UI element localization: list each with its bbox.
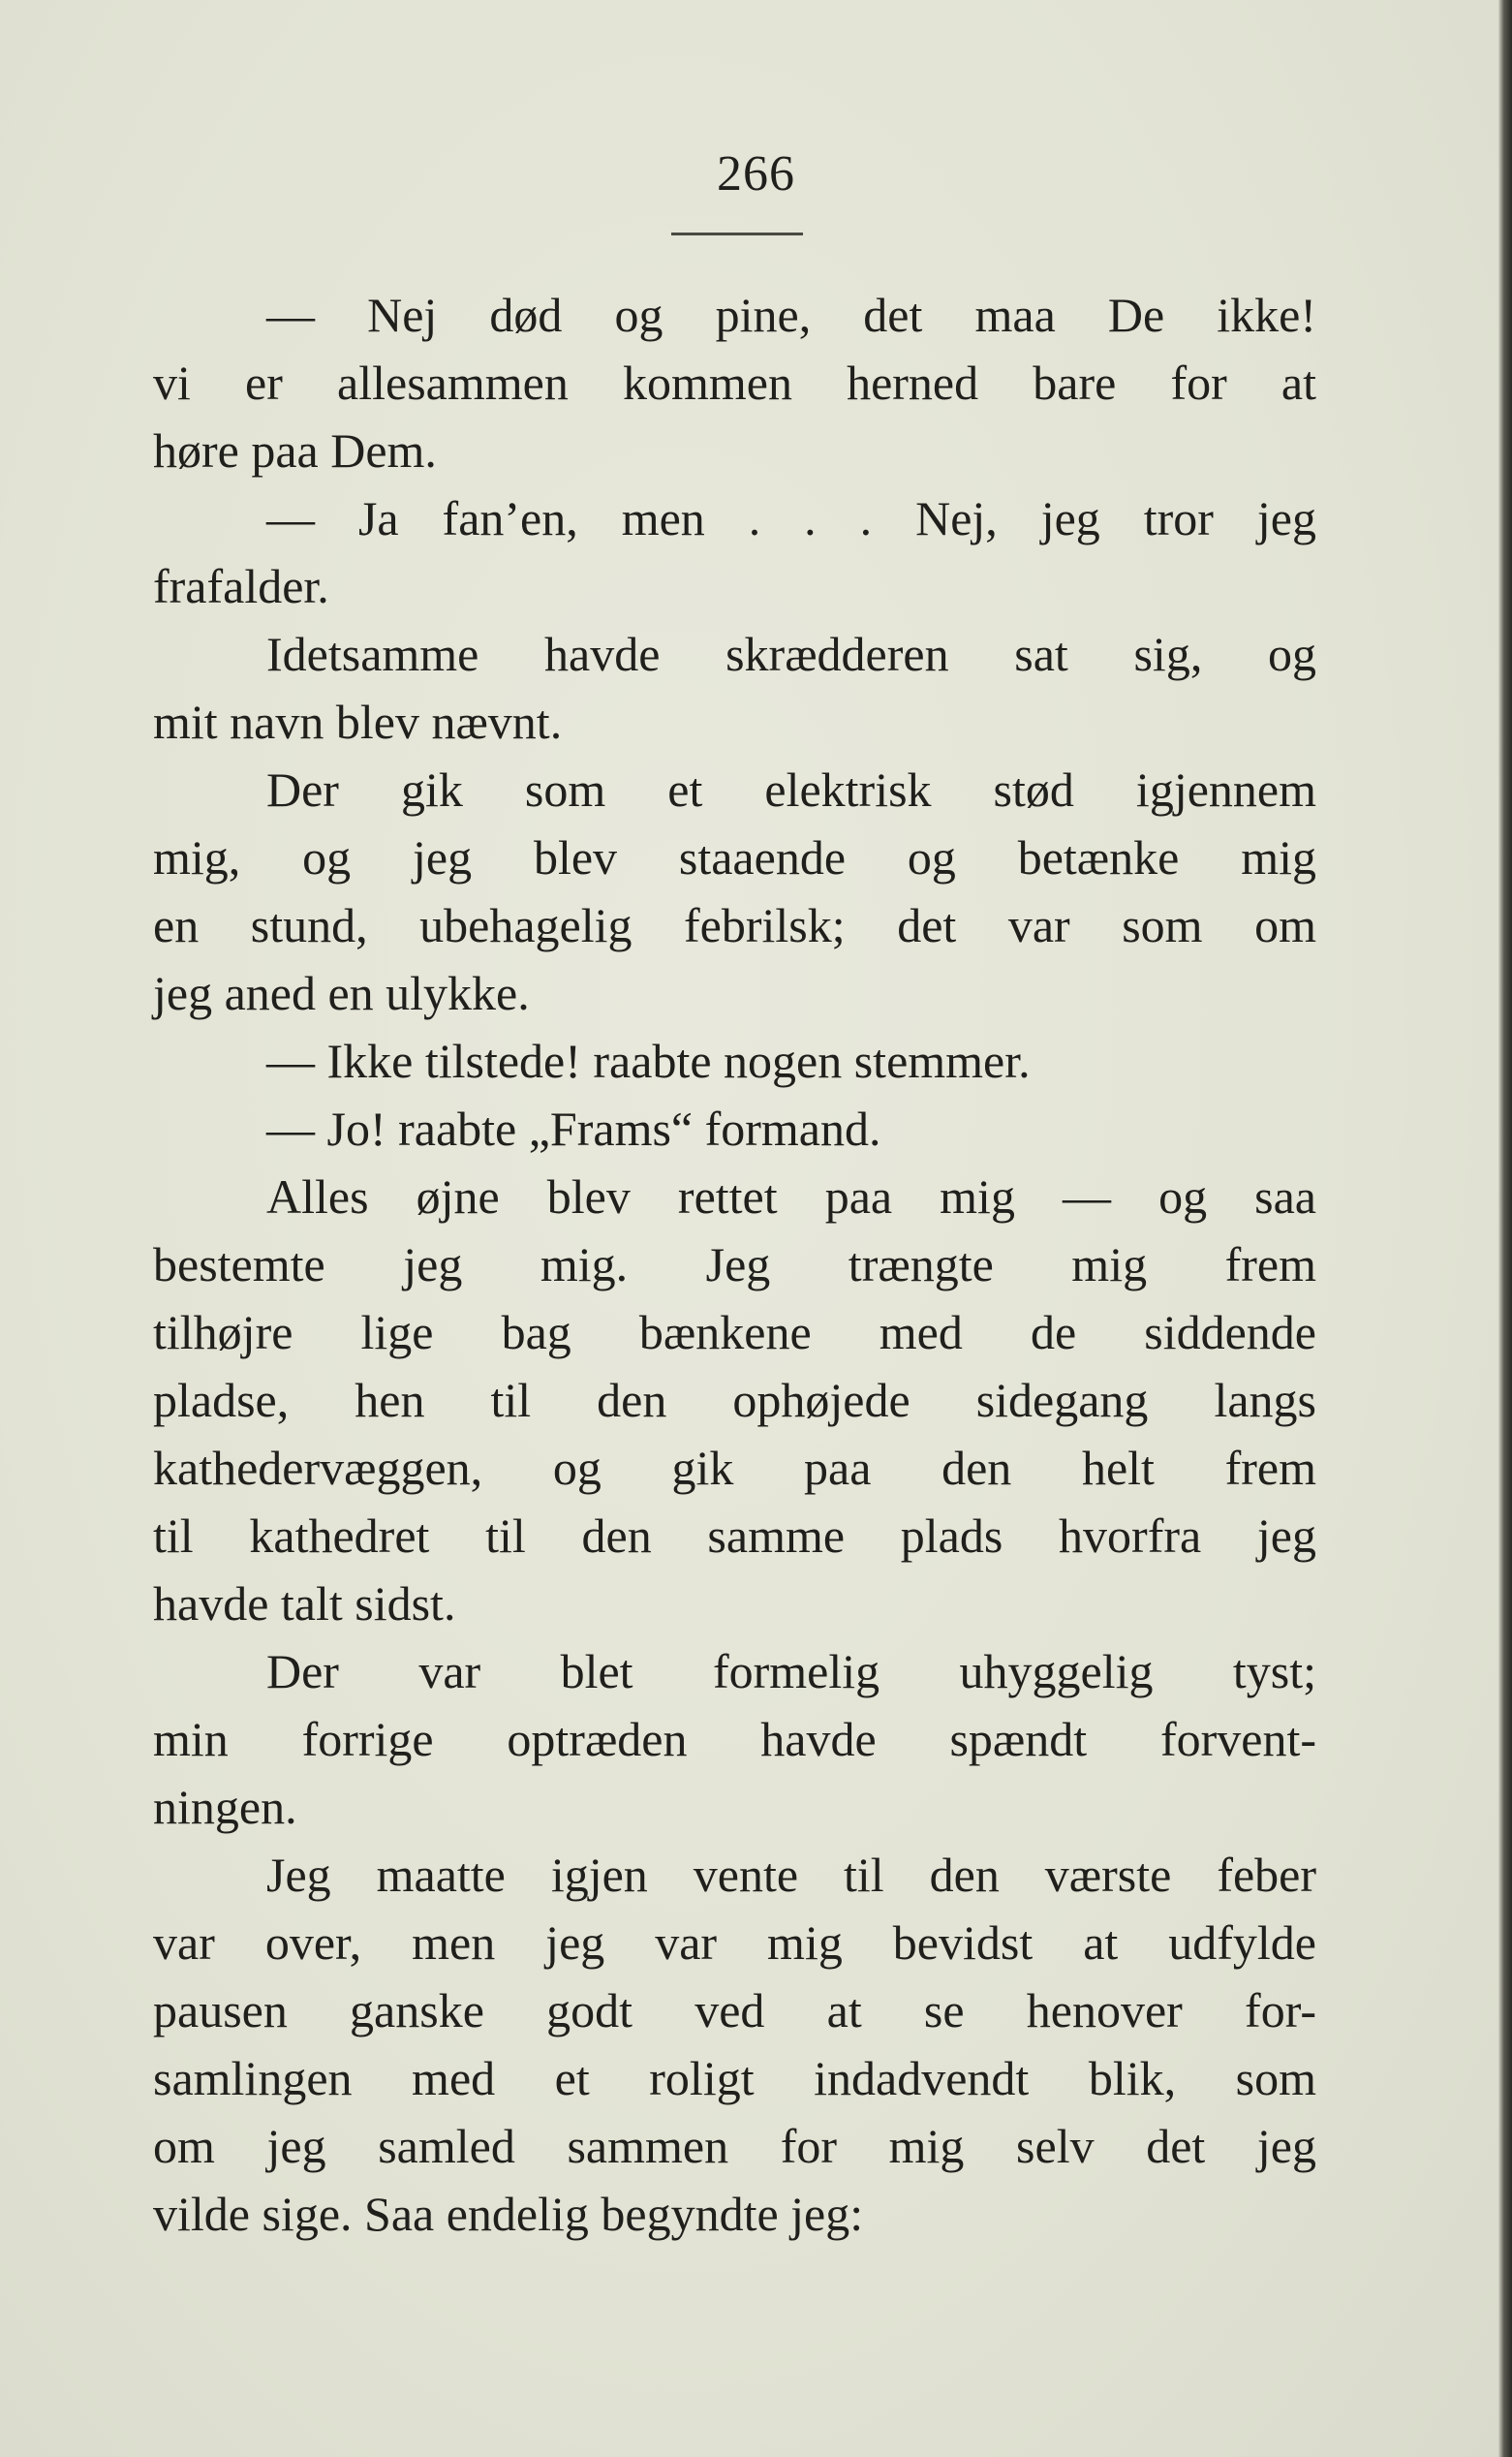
text-line: havde talt sidst.: [153, 1576, 456, 1631]
body-text: [153, 281, 1316, 2248]
text-line: frafalder.: [153, 559, 329, 613]
text-line: tilhøjre lige bag bænkene med de siddende: [153, 1305, 1316, 1359]
header-rule: [671, 233, 803, 235]
text-line: pausen ganske godt ved at se henover for-: [153, 1983, 1316, 2037]
text-line: til kathedret til den samme plads hvorfra jeg: [153, 1508, 1316, 1563]
text-line: Jeg maatte igjen vente til den værste feber: [266, 1848, 1316, 1902]
text-line: var over, men jeg var mig bevidst at udfylde: [153, 1915, 1316, 1970]
text-line: Idetsamme havde skrædderen sat sig, og: [266, 627, 1316, 681]
text-line: en stund, ubehagelig febrilsk; det var som om: [153, 898, 1316, 952]
page-number: 266: [717, 146, 795, 202]
text-line: høre paa Dem.: [153, 423, 437, 478]
text-line: ningen.: [153, 1780, 297, 1834]
text-line: om jeg samled sammen for mig selv det jeg: [153, 2119, 1316, 2173]
text-line: kathedervæggen, og gik paa den helt frem: [153, 1441, 1316, 1495]
page-edge-shadow: [1498, 0, 1512, 2457]
text-line: — Nej død og pine, det maa De ikke!: [266, 288, 1316, 342]
text-line: jeg aned en ulykke.: [153, 966, 530, 1020]
text-line: min forrige optræden havde spændt forvent-: [153, 1712, 1316, 1766]
text-line: samlingen med et roligt indadvendt blik, som: [153, 2051, 1316, 2105]
text-line: — Jo! raabte „Frams“ formand.: [266, 1102, 881, 1156]
text-line: Der var blet formelig uhyggelig tyst;: [266, 1644, 1316, 1698]
text-line: — Ja fan’en, men . . . Nej, jeg tror jeg: [266, 491, 1316, 545]
text-line: — Ikke tilstede! raabte nogen stemmer.: [266, 1034, 1031, 1088]
text-line: bestemte jeg mig. Jeg trængte mig frem: [153, 1237, 1316, 1291]
text-line: mit navn blev nævnt.: [153, 695, 563, 749]
text-line: pladse, hen til den ophøjede sidegang langs: [153, 1373, 1316, 1427]
text-line: vi er allesammen kommen herned bare for at: [153, 356, 1316, 410]
text-line: mig, og jeg blev staaende og betænke mig: [153, 830, 1316, 885]
text-line: vilde sige. Saa endelig begyndte jeg:: [153, 2187, 864, 2241]
text-line: Der gik som et elektrisk stød igjennem: [266, 762, 1316, 817]
text-line: Alles øjne blev rettet paa mig — og saa: [266, 1169, 1316, 1224]
